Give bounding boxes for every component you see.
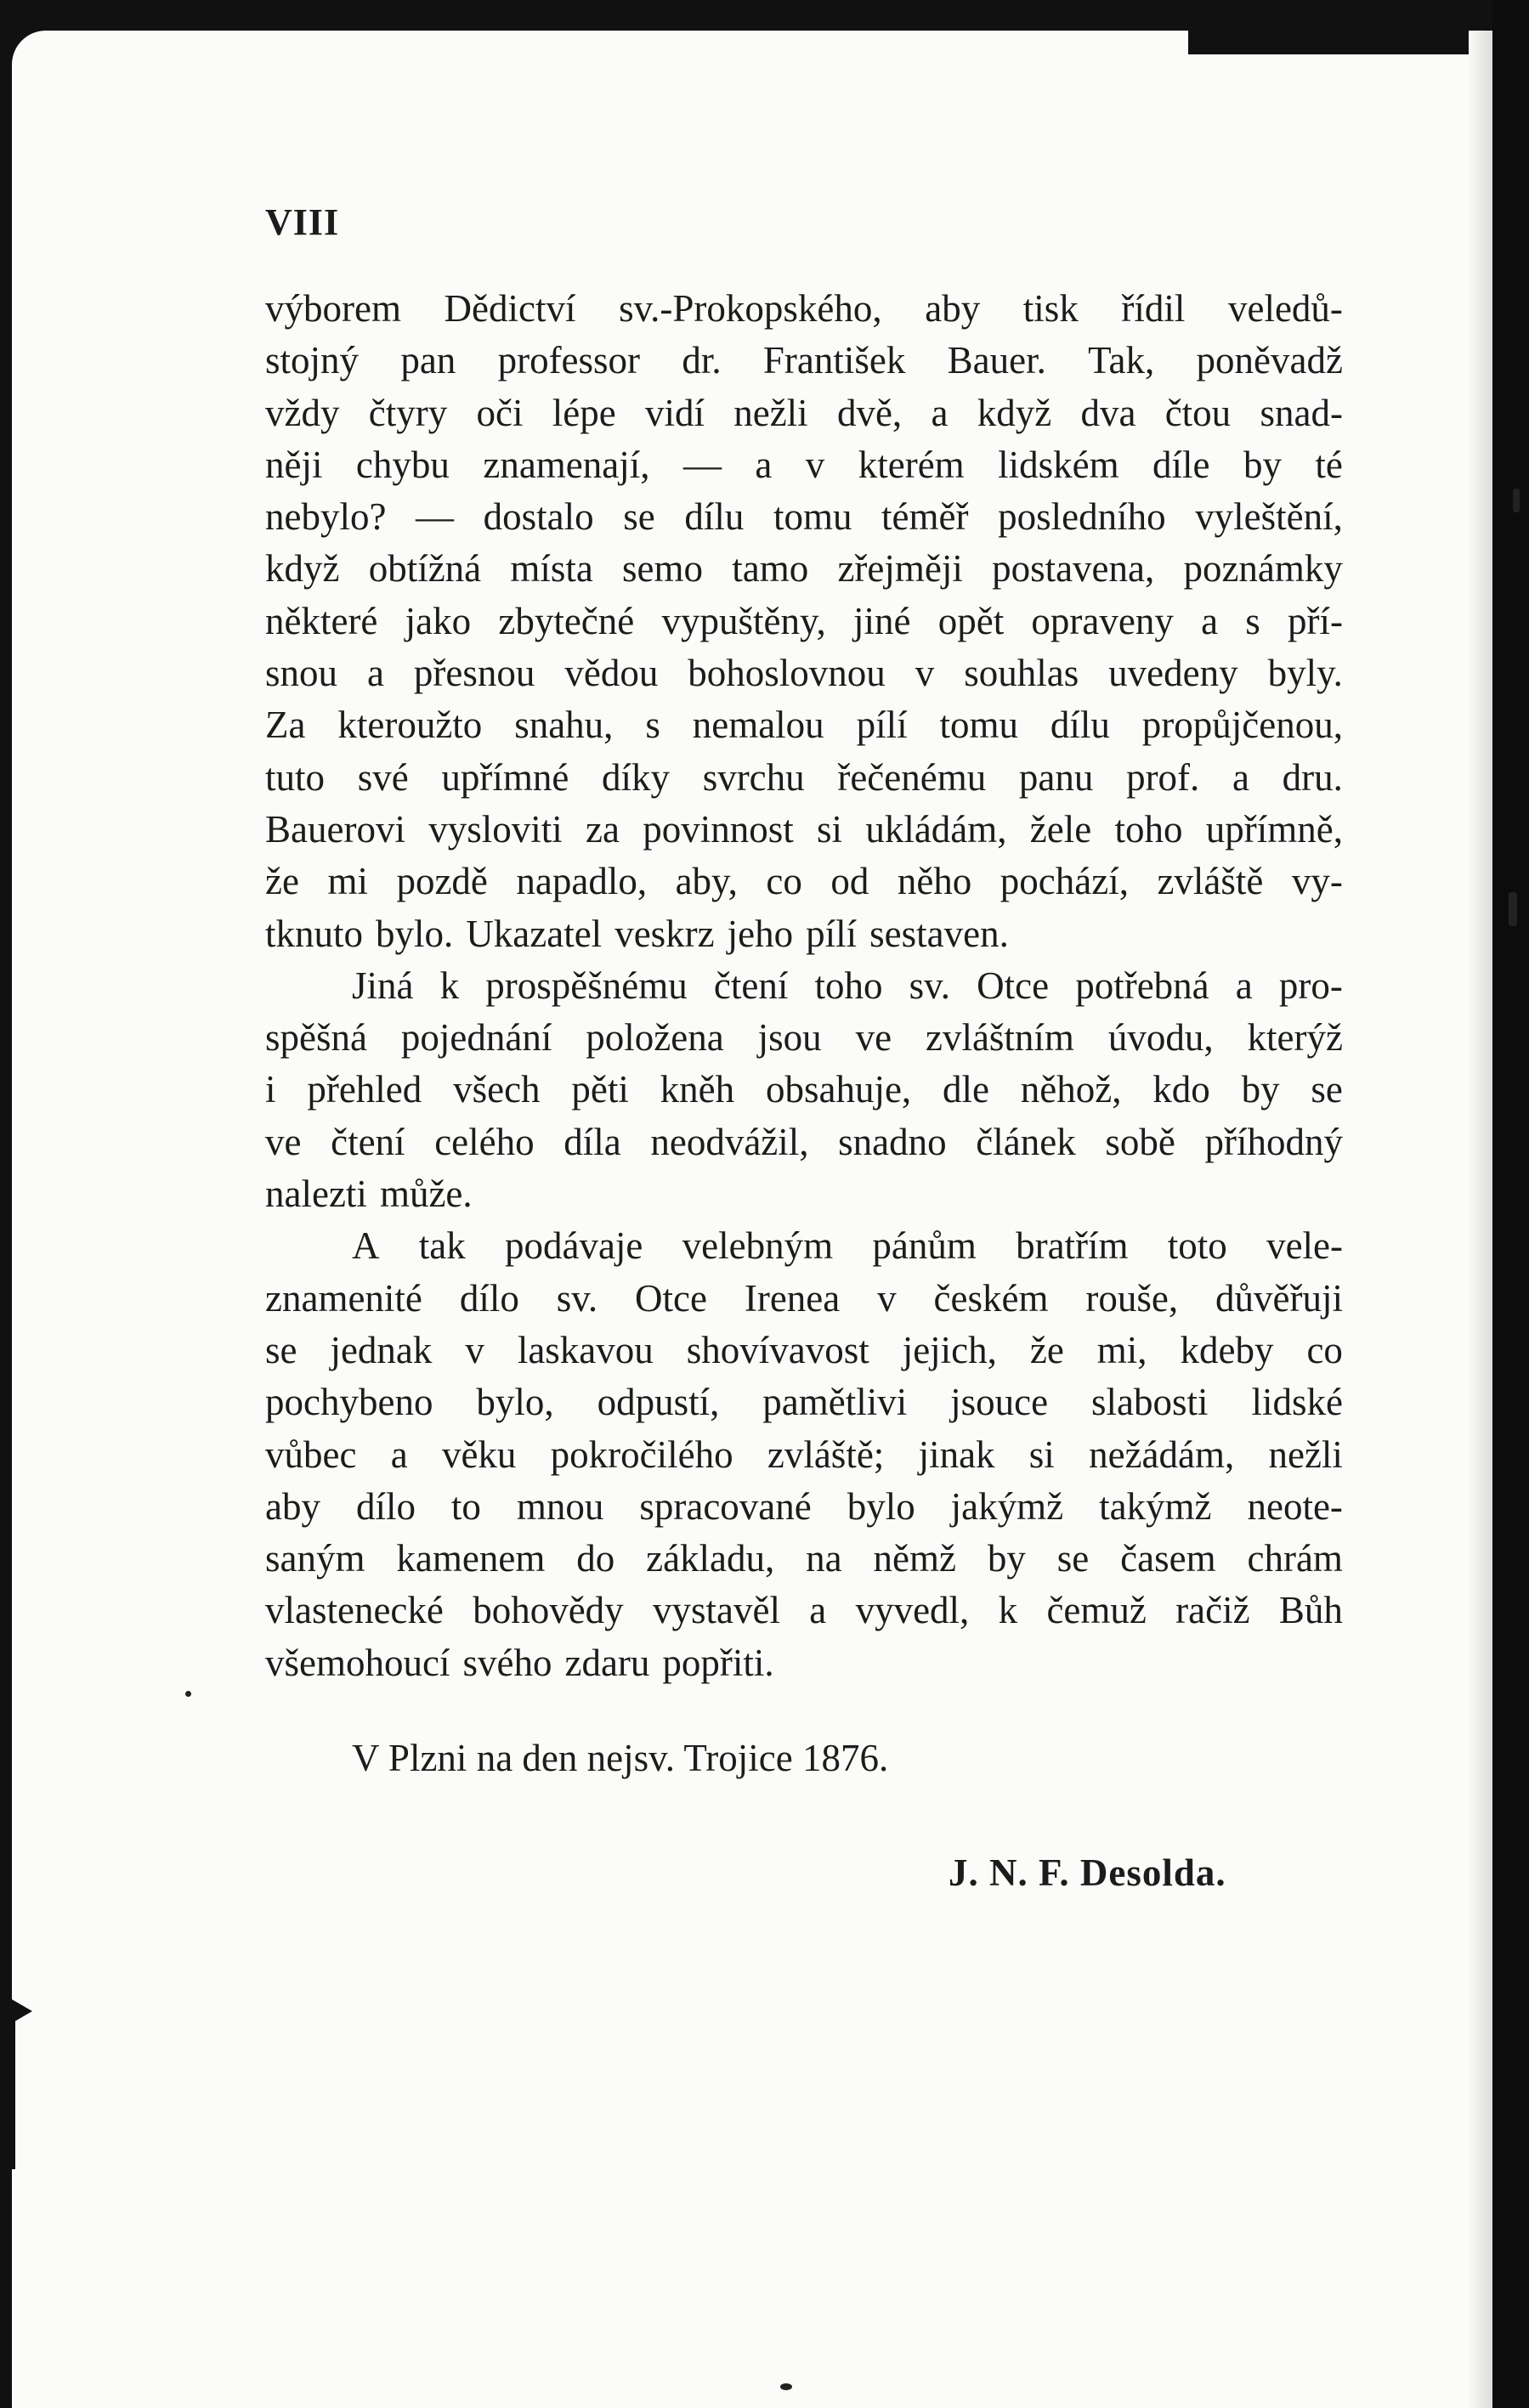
word: se [1056, 1537, 1090, 1580]
speck [1513, 489, 1520, 512]
text-line [265, 1325, 1343, 1376]
word: by [1243, 443, 1282, 486]
word: přehled [307, 1068, 422, 1111]
word: to [450, 1484, 481, 1528]
word: toho [1114, 807, 1183, 851]
word: tuto [265, 755, 326, 799]
word: chybu [355, 443, 450, 486]
word: lidském [998, 443, 1119, 486]
word: tamo [732, 547, 809, 591]
speck [780, 2383, 792, 2390]
word: v [877, 1276, 897, 1320]
word: rouše, [1085, 1276, 1179, 1320]
text-line [265, 283, 1343, 335]
word: dílu [684, 495, 745, 539]
word: si [1028, 1433, 1055, 1476]
word: ve [265, 1120, 302, 1163]
word: svrchu [702, 755, 805, 799]
word: pochybeno [265, 1381, 433, 1424]
word: bylo. [376, 912, 454, 955]
word: Ukazatel [466, 912, 603, 955]
word: a [1232, 755, 1249, 799]
word: zvláštním [925, 1016, 1074, 1060]
word: přesnou [413, 652, 535, 695]
word: tknuto [265, 912, 364, 955]
word: dílo [355, 1484, 416, 1528]
word: neote- [1247, 1484, 1343, 1528]
word: kterém [858, 443, 965, 486]
word: by [1241, 1068, 1280, 1111]
word: něji [265, 443, 323, 486]
word: řečenému [837, 755, 987, 799]
word: že [1029, 1328, 1064, 1371]
word: položena [586, 1016, 724, 1060]
word: jsouce [950, 1381, 1049, 1424]
left-margin-bar [0, 2008, 15, 2169]
word: saným [265, 1537, 365, 1580]
page-edge-shadow [1467, 31, 1492, 2408]
word: Bauerovi [265, 807, 405, 851]
word: němž [873, 1537, 956, 1580]
word: znamenité [265, 1276, 422, 1320]
word: důvěřuji [1215, 1276, 1343, 1320]
word: kamenem [396, 1537, 546, 1580]
word: si [817, 807, 843, 851]
word: bohoslovnou [688, 652, 886, 695]
word: Bůh [1278, 1589, 1343, 1632]
text-line [265, 1429, 1343, 1481]
word: a [390, 1433, 408, 1476]
word: opraveny [1031, 599, 1174, 642]
word: upřímně, [1205, 807, 1343, 851]
word: k [439, 964, 460, 1007]
word: co [1306, 1328, 1343, 1371]
word: prof. [1126, 755, 1200, 799]
text-line [265, 699, 1343, 751]
word: bylo [847, 1484, 915, 1528]
word: a [755, 443, 773, 486]
signature: J. N. F. Desolda. [949, 1851, 1226, 1894]
word: shovívavost [686, 1328, 869, 1371]
word: jiné [853, 599, 911, 642]
word: vůbec [265, 1433, 357, 1476]
paragraph [265, 960, 1343, 1220]
word: výborem [265, 287, 401, 330]
word: propůjčenou, [1141, 704, 1343, 747]
word: tisk [1022, 287, 1079, 330]
word: díla [563, 1120, 621, 1163]
word: že [265, 860, 299, 903]
text-line [265, 960, 1343, 1012]
word: obtížná [368, 547, 482, 591]
word: téměř [881, 495, 969, 539]
word: vlastenecké [265, 1589, 444, 1632]
word: vidí [644, 391, 705, 434]
text-line [265, 439, 1343, 491]
word: pro- [1278, 964, 1343, 1007]
word: chrám [1247, 1537, 1343, 1580]
text-line [265, 1481, 1343, 1533]
text-line [265, 856, 1343, 907]
word: k [998, 1589, 1018, 1632]
text-line [265, 1064, 1343, 1116]
word: zvláště [1157, 860, 1264, 903]
speck [1509, 892, 1517, 926]
word: sv.-Prokopského, [619, 287, 882, 330]
word: jsou [757, 1016, 822, 1060]
word: a [809, 1589, 827, 1632]
word: díky [602, 755, 671, 799]
text-line [265, 543, 1343, 595]
word: mnou [516, 1484, 604, 1528]
word: zvláště; [767, 1433, 885, 1476]
word: dva [1080, 391, 1136, 434]
word: dr. [682, 339, 722, 382]
word: tomu [939, 704, 1018, 747]
word: se [623, 495, 655, 539]
word: českém [933, 1276, 1049, 1320]
word: račiž [1175, 1589, 1250, 1632]
word: a [1235, 964, 1253, 1007]
word: Otce [977, 964, 1050, 1007]
word: vysloviti [428, 807, 563, 851]
text-line [265, 491, 1343, 543]
word: — [416, 495, 455, 539]
scan-top-edge [1188, 0, 1469, 54]
word: se [1311, 1068, 1343, 1111]
word: nemalou [692, 704, 824, 747]
word: napadlo, [516, 860, 648, 903]
word: toho [814, 964, 883, 1007]
word: ukládám, [865, 807, 1007, 851]
word: některé [265, 599, 378, 642]
word: všech [453, 1068, 541, 1111]
word: žele [1029, 807, 1092, 851]
word: může. [379, 1173, 473, 1216]
word: tomu [773, 495, 852, 539]
text-line [265, 1533, 1343, 1585]
word: toto [1167, 1224, 1227, 1268]
word: i [265, 1068, 276, 1111]
word: na [806, 1537, 842, 1580]
word: Tak, [1088, 339, 1155, 382]
word: díle [1152, 443, 1210, 486]
word: snadno [838, 1120, 947, 1163]
word: sestaven. [869, 912, 1009, 955]
word: slabosti [1091, 1381, 1209, 1424]
word: do [576, 1537, 615, 1580]
word: něho [897, 860, 972, 903]
word: pan [400, 339, 456, 382]
word: nebylo? [265, 495, 387, 539]
word: obsahuje, [765, 1068, 912, 1111]
word: pílí [806, 912, 858, 955]
paragraph [265, 1220, 1343, 1689]
word: v [915, 652, 935, 695]
word: oči [476, 391, 524, 434]
word: upřímné [441, 755, 569, 799]
word: v [465, 1328, 484, 1371]
word: čtyry [368, 391, 448, 434]
word: vědou [564, 652, 659, 695]
word: časem [1120, 1537, 1216, 1580]
word: by [987, 1537, 1026, 1580]
word: professor [497, 339, 641, 382]
word: dvě, [836, 391, 903, 434]
word: Jiná [352, 964, 414, 1007]
word: laskavou [517, 1328, 654, 1371]
word: potřebná [1075, 964, 1209, 1007]
text-line [265, 387, 1343, 439]
word: byly. [1267, 652, 1343, 695]
text-line [265, 908, 1343, 960]
word: bylo, [476, 1381, 554, 1424]
text-line [265, 596, 1343, 647]
word: bohovědy [473, 1589, 624, 1632]
word: bratřím [1016, 1224, 1129, 1268]
word: posledního [998, 495, 1166, 539]
word: nalezti [265, 1173, 367, 1216]
text-line [265, 804, 1343, 856]
text-line [265, 335, 1343, 387]
word: té [1315, 443, 1343, 486]
word: se [265, 1328, 297, 1371]
word: vyleštění, [1195, 495, 1343, 539]
word: jako [405, 599, 472, 642]
word: poznámky [1183, 547, 1343, 591]
word: Bauer. [947, 339, 1046, 382]
word: velebným [682, 1224, 834, 1268]
text-line [265, 1116, 1343, 1168]
word: když [977, 391, 1052, 434]
word: zbytečné [498, 599, 635, 642]
word: odpustí, [597, 1381, 720, 1424]
word: postavena, [992, 547, 1155, 591]
word: mi, [1096, 1328, 1147, 1371]
word: příhodný [1204, 1120, 1343, 1163]
word: veledů- [1227, 287, 1343, 330]
word: vy- [1291, 860, 1343, 903]
word: znamenají, [483, 443, 650, 486]
word: panu [1018, 755, 1094, 799]
word: dostalo [483, 495, 594, 539]
word: když [265, 547, 340, 591]
word: pojednání [400, 1016, 552, 1060]
word: vyvedl, [855, 1589, 970, 1632]
word: a [931, 391, 949, 434]
text-line [265, 1168, 1343, 1220]
speck [185, 1691, 191, 1697]
word: snahu, [514, 704, 614, 747]
word: poněvadž [1196, 339, 1343, 382]
word: kdo [1152, 1068, 1210, 1111]
word: pří- [1288, 599, 1343, 642]
word: od [830, 860, 869, 903]
word: všemohoucí [265, 1641, 450, 1684]
page-number: VIII [265, 201, 340, 243]
word: lidské [1251, 1381, 1343, 1424]
word: čtení [331, 1120, 405, 1163]
word: kteroužto [337, 704, 483, 747]
word: řídil [1121, 287, 1186, 330]
word: a [1201, 599, 1219, 642]
word: pěti [571, 1068, 629, 1111]
word: jakýmž [950, 1484, 1064, 1528]
word: celého [434, 1120, 535, 1163]
word: v [805, 443, 825, 486]
word: uvedeny [1108, 652, 1238, 695]
word: čtou [1164, 391, 1232, 434]
word: čtení [713, 964, 789, 1007]
word: semo [622, 547, 704, 591]
word: místa [510, 547, 593, 591]
word: snad- [1260, 391, 1343, 434]
word: kněh [660, 1068, 735, 1111]
word: čemuž [1046, 1589, 1147, 1632]
word: nežli [733, 391, 808, 434]
text-line [265, 647, 1343, 699]
word: — [682, 443, 722, 486]
word: Za [265, 704, 306, 747]
word: takýmž [1099, 1484, 1212, 1528]
word: úvodu, [1107, 1016, 1214, 1060]
word: neodvážil, [650, 1120, 809, 1163]
word: základu, [646, 1537, 775, 1580]
word: Irenea [744, 1276, 841, 1320]
word: podávaje [504, 1224, 643, 1268]
word: prospěšnému [485, 964, 688, 1007]
scan-right-edge [1492, 0, 1529, 2408]
word: vystavěl [653, 1589, 780, 1632]
word: nežli [1268, 1433, 1343, 1476]
word: článek [976, 1120, 1076, 1163]
word: vypuštěny, [661, 599, 826, 642]
word: sv. [556, 1276, 598, 1320]
word: ve [855, 1016, 892, 1060]
word: zdaru [564, 1641, 650, 1684]
word: pamětlivi [762, 1381, 908, 1424]
text-line [265, 1012, 1343, 1064]
word: dílo [459, 1276, 519, 1320]
word: za [586, 807, 620, 851]
word: A [352, 1224, 380, 1268]
word: dle [942, 1068, 989, 1111]
word: jejich, [902, 1328, 997, 1371]
word: popřiti. [662, 1641, 774, 1684]
text-line [265, 1585, 1343, 1636]
word: František [762, 339, 906, 382]
paragraph [265, 283, 1343, 960]
text-line [265, 1220, 1343, 1272]
word: kdeby [1180, 1328, 1274, 1371]
text-line [265, 752, 1343, 804]
word: pozdě [396, 860, 488, 903]
word: pochází, [1000, 860, 1129, 903]
word: Dědictví [444, 287, 576, 330]
word: aby [265, 1484, 320, 1528]
word: stojný [265, 339, 360, 382]
word: něhož, [1020, 1068, 1122, 1111]
word: kterýž [1247, 1016, 1343, 1060]
word: spracované [639, 1484, 812, 1528]
word: pánům [872, 1224, 977, 1268]
word: sv. [909, 964, 950, 1007]
word: své [357, 755, 409, 799]
word: vele- [1266, 1224, 1343, 1268]
word: mi [327, 860, 368, 903]
word: a [366, 652, 384, 695]
word: jinak [918, 1433, 995, 1476]
text-line [265, 1273, 1343, 1325]
word: pokročilého [550, 1433, 733, 1476]
word: lépe [552, 391, 616, 434]
word: aby [925, 287, 981, 330]
word: souhlas [964, 652, 1079, 695]
word: zřejměji [837, 547, 963, 591]
word: svého [462, 1641, 552, 1684]
word: Otce [634, 1276, 707, 1320]
word: veskrz [614, 912, 715, 955]
text-line [265, 1637, 1343, 1689]
word: povinnost [643, 807, 794, 851]
word: aby, [675, 860, 738, 903]
word: snou [265, 652, 338, 695]
word: dru. [1282, 755, 1343, 799]
word: sobě [1105, 1120, 1175, 1163]
word: vždy [265, 391, 340, 434]
word: pílí [856, 704, 908, 747]
word: jednak [330, 1328, 433, 1371]
word: co [766, 860, 802, 903]
word: dílu [1050, 704, 1110, 747]
text-line [265, 1376, 1343, 1428]
word: spěšná [265, 1016, 367, 1060]
place-and-date: V Plzni na den nejsv. Trojice 1876. [352, 1737, 889, 1779]
word: opět [937, 599, 1005, 642]
word: s [645, 704, 660, 747]
word: tak [418, 1224, 466, 1268]
word: nežádám, [1089, 1433, 1235, 1476]
body-text [265, 283, 1343, 1689]
word: s [1245, 599, 1260, 642]
word: věku [441, 1433, 517, 1476]
word: jeho [727, 912, 794, 955]
